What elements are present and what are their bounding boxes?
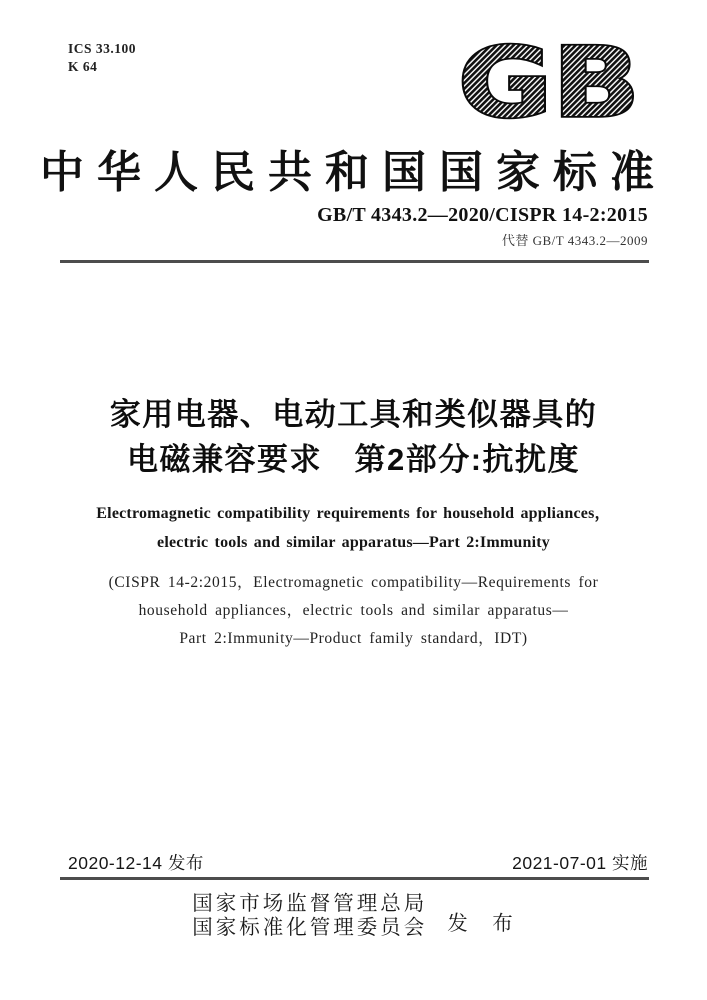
implementation-date: 2021-07-01 实施 — [512, 853, 648, 873]
cispr-adoption-note-line2: household appliances，electric tools and similar apparatus— — [138, 602, 569, 619]
standard-title-english-line1: Electromagnetic compatibility requirements for household appliances， — [96, 505, 611, 522]
ics-classification-block — [68, 40, 136, 76]
standard-title-english-line2: electric tools and similar apparatus—Part 2:Immunity — [157, 534, 550, 551]
standard-title-chinese-line1: 家用电器、电动工具和类似器具的 — [109, 397, 598, 432]
standard-code: GB/T 4343.2—2020/CISPR 14-2:2015 — [317, 204, 648, 226]
issue-date: 2020-12-14 发布 — [68, 853, 204, 873]
standard-title-chinese-line2: 电磁兼容要求 第2部分:抗扰度 — [126, 442, 581, 477]
footer-divider-line — [60, 877, 649, 880]
china-classification-code: K 64 — [68, 59, 98, 74]
publish-label: 发 布 — [447, 912, 515, 935]
publisher-name-2: 国家标准化管理委员会 — [192, 916, 428, 939]
replaces-note: 代替 GB/T 4343.2—2009 — [501, 233, 648, 248]
national-standard-heading: 中华人民共和国国家标准 — [40, 148, 667, 197]
cispr-adoption-note — [0, 569, 707, 653]
standard-title-chinese — [0, 392, 707, 482]
publisher-name-1: 国家市场监督管理总局 — [192, 893, 428, 915]
cispr-adoption-note-line1: (CISPR 14-2:2015，Electromagnetic compatibility—Requirements for — [108, 574, 599, 591]
standard-title-english — [0, 499, 707, 557]
publisher-names — [192, 893, 427, 940]
gb-logo-text: GB — [458, 36, 640, 126]
ics-code: ICS 33.100 — [68, 41, 137, 56]
publisher-block — [0, 893, 707, 940]
gb-standard-logo — [453, 36, 645, 126]
dates-row — [68, 850, 648, 875]
standard-number-block — [317, 204, 648, 249]
cispr-adoption-note-line3: Part 2:Immunity—Product family standard，IDT) — [179, 630, 528, 647]
header-divider-line — [60, 260, 649, 263]
